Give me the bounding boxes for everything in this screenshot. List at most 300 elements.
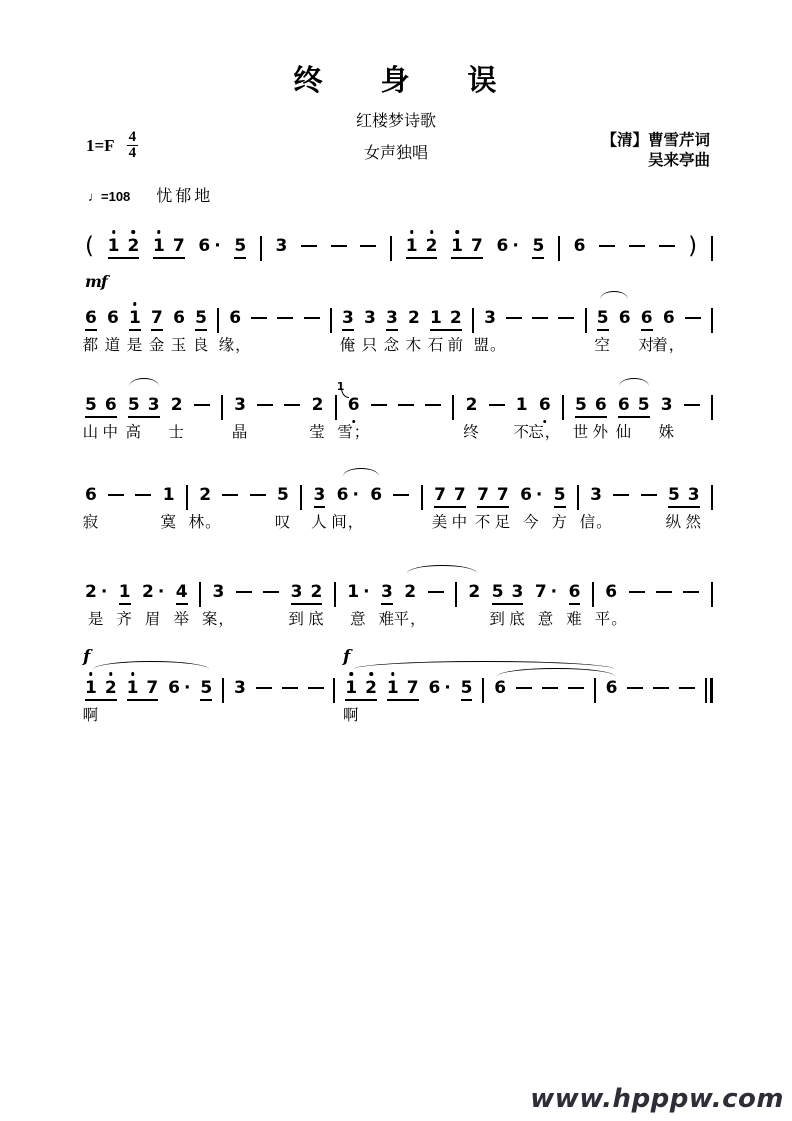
dynamic-f: f bbox=[83, 647, 91, 667]
note bbox=[104, 308, 122, 354]
note bbox=[168, 395, 185, 441]
lyric-syllable: 莹 bbox=[309, 423, 326, 441]
octave-dot-high-icon bbox=[112, 230, 116, 234]
song-subtitle: 红楼梦诗歌 bbox=[355, 113, 436, 130]
quarter-note-icon: ♩ bbox=[88, 189, 101, 204]
note bbox=[192, 308, 210, 354]
beamed-group bbox=[572, 395, 610, 441]
duration-dash bbox=[251, 317, 267, 319]
duration-dash bbox=[532, 317, 548, 319]
lyric-syllable: 士 bbox=[168, 423, 185, 441]
note bbox=[638, 395, 650, 415]
beamed-group bbox=[615, 395, 650, 441]
note bbox=[234, 678, 246, 698]
open-paren: ( bbox=[85, 233, 94, 259]
beamed-group bbox=[489, 582, 526, 628]
note bbox=[426, 236, 438, 256]
note-digit: 6 bbox=[618, 308, 631, 328]
octave-dot-high-icon bbox=[455, 230, 459, 234]
note bbox=[407, 678, 419, 698]
note bbox=[146, 678, 158, 698]
note bbox=[173, 236, 185, 256]
lyric-syllable: 到 bbox=[288, 610, 305, 628]
augmentation-dot-icon: · bbox=[363, 582, 370, 602]
note bbox=[594, 308, 611, 354]
note-digit: 7 bbox=[172, 236, 185, 256]
note-digit: 7 bbox=[477, 485, 489, 505]
note-digit: 3 bbox=[484, 308, 496, 328]
note bbox=[528, 395, 562, 441]
note bbox=[218, 308, 252, 354]
lyric-syllable: 信。 bbox=[579, 513, 613, 531]
note-digit: 1 bbox=[430, 308, 442, 328]
key-label: 1=F bbox=[86, 135, 115, 155]
augmentation-dot-icon: · bbox=[214, 236, 221, 256]
note-digit: 2 bbox=[311, 395, 324, 415]
note bbox=[509, 582, 526, 628]
duration-dash bbox=[685, 317, 701, 319]
note-digit: 7 bbox=[406, 678, 419, 698]
note-digit: 3 bbox=[363, 308, 376, 328]
note bbox=[572, 395, 590, 441]
lyric-syllable: 底 bbox=[509, 610, 526, 628]
note bbox=[594, 582, 628, 628]
note bbox=[574, 236, 586, 256]
note-digit: 6 bbox=[347, 395, 360, 415]
note-digit: 1 bbox=[515, 395, 528, 415]
close-paren: ) bbox=[688, 233, 698, 259]
duration-dash bbox=[425, 404, 441, 406]
beamed-group bbox=[82, 395, 120, 441]
duration-dash bbox=[308, 687, 324, 689]
note-digit: 2 bbox=[408, 308, 420, 328]
grace-note: 1 bbox=[336, 380, 345, 393]
lyric-syllable: 啊 bbox=[342, 706, 360, 724]
note bbox=[125, 395, 143, 441]
note bbox=[342, 678, 360, 724]
duration-dash bbox=[558, 317, 574, 319]
barline bbox=[452, 395, 454, 420]
lyric-syllable: 足 bbox=[494, 513, 512, 531]
barline bbox=[558, 236, 560, 261]
duration-dash bbox=[684, 404, 700, 406]
note bbox=[685, 485, 702, 531]
beamed-group bbox=[665, 485, 702, 531]
note bbox=[168, 678, 190, 698]
lyric-syllable: 着， bbox=[652, 336, 686, 354]
barline bbox=[222, 678, 224, 703]
note bbox=[105, 678, 117, 698]
augmentation-dot-icon: · bbox=[444, 678, 451, 698]
note bbox=[606, 678, 618, 698]
time-signature bbox=[127, 131, 139, 160]
beamed-group bbox=[387, 678, 419, 701]
note-digit: 3 bbox=[380, 582, 393, 602]
lyric-syllable: 中 bbox=[102, 423, 120, 441]
note bbox=[365, 678, 377, 698]
note bbox=[82, 308, 100, 354]
barline bbox=[711, 582, 713, 607]
note-digit: 2 bbox=[199, 485, 212, 505]
notes-row bbox=[82, 375, 713, 447]
note-digit: 4 bbox=[175, 582, 188, 602]
barline bbox=[455, 582, 457, 607]
note bbox=[489, 582, 506, 628]
lyric-syllable: 然 bbox=[685, 513, 702, 531]
lyric-syllable: 道 bbox=[104, 336, 122, 354]
note-digit: 1 bbox=[347, 582, 360, 602]
note bbox=[331, 485, 365, 531]
barline bbox=[421, 485, 423, 510]
note-digit: 5 bbox=[553, 485, 566, 505]
note bbox=[471, 236, 483, 256]
note bbox=[513, 395, 530, 441]
lyric-syllable: 举 bbox=[173, 610, 190, 628]
augmentation-dot-icon: · bbox=[535, 485, 543, 505]
note bbox=[463, 395, 480, 441]
note bbox=[383, 308, 401, 354]
octave-dot-high-icon bbox=[131, 672, 135, 676]
note-digit: 5 bbox=[667, 485, 680, 505]
duration-dash bbox=[301, 245, 317, 247]
note-digit: 1 bbox=[107, 236, 120, 256]
note-digit: 5 bbox=[127, 395, 140, 415]
barline bbox=[577, 485, 579, 510]
note bbox=[361, 308, 379, 354]
note-digit: 3 bbox=[233, 678, 246, 698]
note bbox=[461, 678, 473, 701]
augmentation-dot-icon: · bbox=[550, 582, 558, 602]
duration-dash bbox=[256, 687, 272, 689]
augmentation-dot-icon: · bbox=[100, 582, 108, 602]
beamed-group bbox=[108, 236, 140, 259]
note-digit: 6 bbox=[370, 485, 383, 505]
lyric-syllable: 底 bbox=[308, 610, 325, 628]
barline bbox=[390, 236, 392, 261]
lyric-syllable: 中 bbox=[451, 513, 469, 531]
duration-dash bbox=[629, 245, 645, 247]
slur-tie-icon bbox=[497, 668, 615, 678]
note-digit: 7 bbox=[470, 236, 483, 256]
duration-dash bbox=[331, 245, 347, 247]
note bbox=[405, 308, 423, 354]
duration-dash bbox=[277, 317, 293, 319]
note bbox=[473, 308, 507, 354]
lyric-syllable: 美 bbox=[431, 513, 449, 531]
augmentation-dot-icon: · bbox=[352, 485, 359, 505]
notes-row bbox=[85, 562, 713, 634]
note-digit: 6 bbox=[617, 395, 630, 415]
note bbox=[615, 395, 633, 441]
lyric-syllable: 难 bbox=[566, 610, 583, 628]
note bbox=[619, 308, 631, 328]
note bbox=[336, 380, 371, 441]
duration-dash bbox=[282, 687, 298, 689]
note bbox=[148, 308, 166, 354]
note bbox=[200, 678, 212, 701]
lyricist-credit: 【清】曹雪芹词 bbox=[601, 132, 710, 149]
final-barline bbox=[705, 678, 713, 703]
beamed-group bbox=[127, 678, 159, 701]
lyric-syllable: 叹 bbox=[274, 513, 292, 531]
note bbox=[102, 395, 120, 441]
notes-row bbox=[82, 465, 713, 537]
lyric-syllable: 案， bbox=[201, 610, 235, 628]
duration-dash bbox=[194, 404, 210, 406]
notes-row bbox=[82, 647, 713, 730]
lyric-syllable: 高 bbox=[125, 423, 143, 441]
note bbox=[347, 582, 370, 628]
lyric-syllable: 纵 bbox=[665, 513, 683, 531]
note-digit: 6 bbox=[496, 236, 509, 256]
note-digit: 1 bbox=[126, 678, 139, 698]
augmentation-dot-icon: · bbox=[512, 236, 519, 256]
note bbox=[339, 308, 357, 354]
lyric-syllable: 平。 bbox=[594, 610, 628, 628]
note-digit: 2 bbox=[365, 678, 377, 698]
system-intro bbox=[85, 216, 713, 288]
note bbox=[142, 582, 165, 628]
time-signature-denominator: 4 bbox=[128, 145, 137, 161]
barline bbox=[186, 485, 188, 510]
duration-dash bbox=[629, 591, 645, 593]
notes-row bbox=[82, 288, 713, 360]
note-digit: 6 bbox=[104, 395, 117, 415]
barline bbox=[592, 582, 594, 607]
lyric-syllable: 人 bbox=[311, 513, 328, 531]
note bbox=[160, 485, 177, 531]
note bbox=[592, 395, 610, 441]
tempo-expression: 忧郁地 bbox=[156, 188, 214, 205]
note bbox=[474, 485, 492, 531]
slur-tie-icon bbox=[93, 661, 209, 671]
lyric-syllable: 山 bbox=[82, 423, 100, 441]
note bbox=[126, 308, 144, 354]
duration-dash bbox=[516, 687, 532, 689]
note-digit: 2 bbox=[142, 582, 154, 602]
note-digit: 3 bbox=[687, 485, 700, 505]
note bbox=[234, 236, 246, 259]
note-digit: 3 bbox=[212, 582, 225, 602]
beamed-group bbox=[431, 485, 469, 531]
lyric-syllable: 忘， bbox=[528, 423, 562, 441]
lyric-syllable: 平， bbox=[393, 610, 427, 628]
lyric-syllable: 仙 bbox=[615, 423, 633, 441]
note-digit: 6 bbox=[605, 582, 618, 602]
duration-dash bbox=[135, 494, 151, 496]
note-digit: 2 bbox=[465, 395, 478, 415]
beamed-group bbox=[451, 236, 483, 259]
time-signature-numerator: 4 bbox=[128, 129, 137, 145]
lyric-syllable: 眉 bbox=[144, 610, 162, 628]
note-digit: 3 bbox=[386, 308, 398, 328]
duration-dash bbox=[568, 687, 584, 689]
beamed-group bbox=[427, 308, 465, 354]
duration-dash bbox=[506, 317, 522, 319]
note-digit: 2 bbox=[449, 308, 462, 328]
note bbox=[566, 582, 583, 628]
tempo-bpm: ♩=108 bbox=[88, 189, 131, 204]
note-digit: 6 bbox=[107, 308, 119, 328]
lyric-syllable: 啊 bbox=[82, 706, 100, 724]
note-digit: 7 bbox=[151, 308, 163, 328]
barline bbox=[217, 308, 219, 333]
barline bbox=[333, 678, 335, 703]
note-digit: 6 bbox=[640, 308, 653, 328]
note-digit: 7 bbox=[453, 485, 466, 505]
octave-dot-high-icon bbox=[349, 672, 353, 676]
duration-dash bbox=[222, 494, 238, 496]
lyric-syllable: 是 bbox=[87, 610, 105, 628]
note bbox=[393, 582, 427, 628]
note bbox=[520, 485, 543, 531]
note-digit: 6 bbox=[494, 678, 507, 698]
duration-dash bbox=[656, 591, 672, 593]
note-digit: 6 bbox=[85, 485, 97, 505]
octave-dot-high-icon bbox=[369, 672, 373, 676]
dynamic-f: f bbox=[343, 647, 351, 667]
note bbox=[128, 236, 140, 256]
note bbox=[288, 582, 305, 628]
dynamic-mf: mf bbox=[85, 272, 107, 291]
note-digit: 2 bbox=[425, 236, 438, 256]
lyric-syllable: 寞 bbox=[160, 513, 177, 531]
note bbox=[638, 308, 655, 354]
note-digit: 6 bbox=[573, 236, 586, 256]
note bbox=[427, 308, 445, 354]
lyric-syllable: 木 bbox=[405, 336, 423, 354]
duration-dash bbox=[371, 404, 387, 406]
note-digit: 1 bbox=[405, 236, 418, 256]
barline bbox=[221, 395, 223, 420]
note-digit: 3 bbox=[147, 395, 160, 415]
beamed-group bbox=[125, 395, 160, 441]
lyric-syllable: 良 bbox=[192, 336, 210, 354]
octave-dot-high-icon bbox=[391, 672, 395, 676]
barline bbox=[199, 582, 201, 607]
beamed-group bbox=[82, 678, 117, 724]
note-digit: 2 bbox=[310, 582, 323, 602]
duration-dash bbox=[641, 494, 657, 496]
note bbox=[468, 582, 480, 602]
beam-slur-icon bbox=[619, 378, 649, 388]
barline bbox=[562, 395, 564, 420]
duration-dash bbox=[679, 687, 695, 689]
lyric-syllable: 念 bbox=[383, 336, 401, 354]
note-digit: 2 bbox=[468, 582, 481, 602]
note-digit: 2 bbox=[85, 582, 97, 602]
lyric-syllable: 盟。 bbox=[473, 336, 507, 354]
note bbox=[308, 582, 325, 628]
note-digit: 5 bbox=[491, 582, 504, 602]
duration-dash bbox=[360, 245, 376, 247]
lyric-syllable: 终 bbox=[463, 423, 480, 441]
note bbox=[494, 678, 506, 698]
note-digit: 6 bbox=[428, 678, 441, 698]
lyric-syllable: 难 bbox=[378, 610, 396, 628]
lyric-syllable: 前 bbox=[447, 336, 465, 354]
lyric-syllable: 缘， bbox=[218, 336, 252, 354]
note-digit: 7 bbox=[434, 485, 446, 505]
lyric-syllable: 姝 bbox=[658, 423, 675, 441]
note-digit: 6 bbox=[594, 395, 607, 415]
duration-dash bbox=[108, 494, 124, 496]
duration-dash bbox=[257, 404, 273, 406]
note bbox=[231, 395, 249, 441]
note-digit: 1 bbox=[153, 236, 165, 256]
octave-dot-high-icon bbox=[157, 230, 161, 234]
watermark-url: www.hpppw.com bbox=[530, 1084, 784, 1114]
augmentation-dot-icon: · bbox=[157, 582, 165, 602]
grace-slur-icon bbox=[341, 388, 349, 398]
note bbox=[173, 582, 190, 628]
barline bbox=[335, 395, 337, 420]
note-digit: 5 bbox=[575, 395, 587, 415]
final-barline-thick bbox=[710, 678, 713, 703]
beamed-group bbox=[342, 678, 377, 724]
note bbox=[170, 308, 188, 354]
note bbox=[127, 678, 139, 698]
octave-dot-high-icon bbox=[430, 230, 434, 234]
duration-dash bbox=[683, 591, 699, 593]
lyric-syllable: 金 bbox=[148, 336, 166, 354]
system-verse-3 bbox=[82, 465, 713, 537]
barline bbox=[330, 308, 332, 333]
octave-dot-high-icon bbox=[109, 672, 113, 676]
lyric-syllable: 是 bbox=[126, 336, 144, 354]
key-signature bbox=[86, 131, 138, 160]
note-digit: 1 bbox=[345, 678, 358, 698]
barline bbox=[334, 582, 336, 607]
lyric-syllable: 意 bbox=[537, 610, 555, 628]
duration-dash bbox=[659, 245, 675, 247]
lyric-syllable: 都 bbox=[82, 336, 100, 354]
note-digit: 3 bbox=[511, 582, 524, 602]
note-digit: 3 bbox=[590, 485, 602, 505]
note-digit: 6 bbox=[85, 308, 97, 328]
lyric-syllable: 世 bbox=[572, 423, 590, 441]
final-barline-thin bbox=[705, 678, 707, 703]
lyric-syllable: 方 bbox=[551, 513, 568, 531]
note-digit: 2 bbox=[404, 582, 417, 602]
augmentation-dot-icon: · bbox=[184, 678, 191, 698]
performance-type: 女声独唱 bbox=[363, 145, 428, 162]
note bbox=[579, 485, 613, 531]
barline bbox=[472, 308, 474, 333]
note bbox=[153, 236, 165, 256]
note-digit: 3 bbox=[234, 395, 246, 415]
note bbox=[532, 236, 544, 259]
lyric-syllable: 雪； bbox=[337, 423, 371, 441]
barline bbox=[711, 236, 713, 261]
duration-dash bbox=[284, 404, 300, 406]
lyric-syllable: 意 bbox=[350, 610, 367, 628]
note bbox=[108, 236, 120, 256]
lyric-syllable: 齐 bbox=[116, 610, 133, 628]
note-digit: 5 bbox=[200, 678, 213, 698]
lyric-syllable: 对 bbox=[638, 336, 655, 354]
octave-dot-high-icon bbox=[133, 302, 137, 306]
lyric-syllable: 不 bbox=[513, 423, 530, 441]
note bbox=[406, 236, 418, 256]
slur-tie-icon bbox=[407, 565, 477, 575]
note bbox=[82, 395, 100, 441]
note-digit: 5 bbox=[85, 395, 97, 415]
duration-dash bbox=[627, 687, 643, 689]
duration-dash bbox=[428, 591, 444, 593]
duration-dash bbox=[542, 687, 558, 689]
note-digit: 3 bbox=[275, 236, 288, 256]
